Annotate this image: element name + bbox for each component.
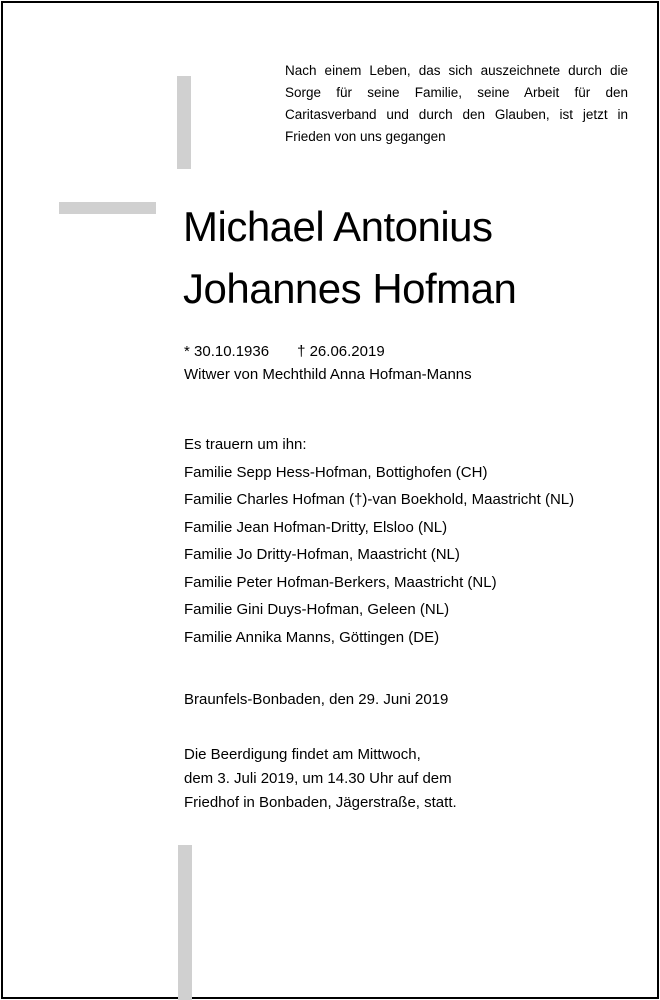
- cross-horizontal-bar: [59, 202, 156, 214]
- list-item: Familie Jo Dritty-Hofman, Maastricht (NL): [184, 546, 460, 563]
- name-line-1: Michael Antonius: [183, 203, 493, 250]
- widower-note: Witwer von Mechthild Anna Hofman-Manns: [184, 366, 472, 383]
- list-item: Familie Jean Hofman-Dritty, Elsloo (NL): [184, 518, 448, 536]
- deceased-name: [183, 196, 643, 320]
- place-and-date: Braunfels-Bonbaden, den 29. Juni 2019: [184, 691, 449, 708]
- list-item: Familie Sepp Hess-Hofman, Bottighofen (CH): [184, 463, 488, 481]
- funeral-line-2: dem 3. Juli 2019, um 14.30 Uhr auf dem: [184, 770, 452, 787]
- funeral-line-3: Friedhof in Bonbaden, Jägerstraße, statt.: [184, 794, 457, 811]
- cross-top-bar: [177, 76, 191, 169]
- funeral-details: [184, 743, 457, 815]
- death-date: † 26.06.2019: [297, 343, 385, 360]
- list-item: Familie Annika Manns, Göttingen (DE): [184, 628, 440, 646]
- name-line-2: Johannes Hofman: [183, 265, 517, 312]
- mourners-heading: Es trauern um ihn:: [184, 436, 307, 453]
- birth-date: * 30.10.1936: [184, 343, 270, 360]
- intro-text: Nach einem Leben, das sich auszeichnete durch die Sorge für seine Familie, seine Arbeit für den Caritasverband und durch den Glauben, ist jetzt in Frieden von uns gegangen: [285, 63, 628, 144]
- list-item: Familie Charles Hofman (†)-van Boekhold, Maastricht (NL): [184, 491, 575, 508]
- mourners-list: [184, 431, 574, 651]
- life-dates: [184, 340, 472, 386]
- funeral-line-1: Die Beerdigung findet am Mittwoch,: [184, 746, 421, 763]
- list-item: Familie Peter Hofman-Berkers, Maastricht (NL): [184, 573, 497, 591]
- cross-bottom-bar: [178, 845, 192, 1000]
- list-item: Familie Gini Duys-Hofman, Geleen (NL): [184, 601, 450, 618]
